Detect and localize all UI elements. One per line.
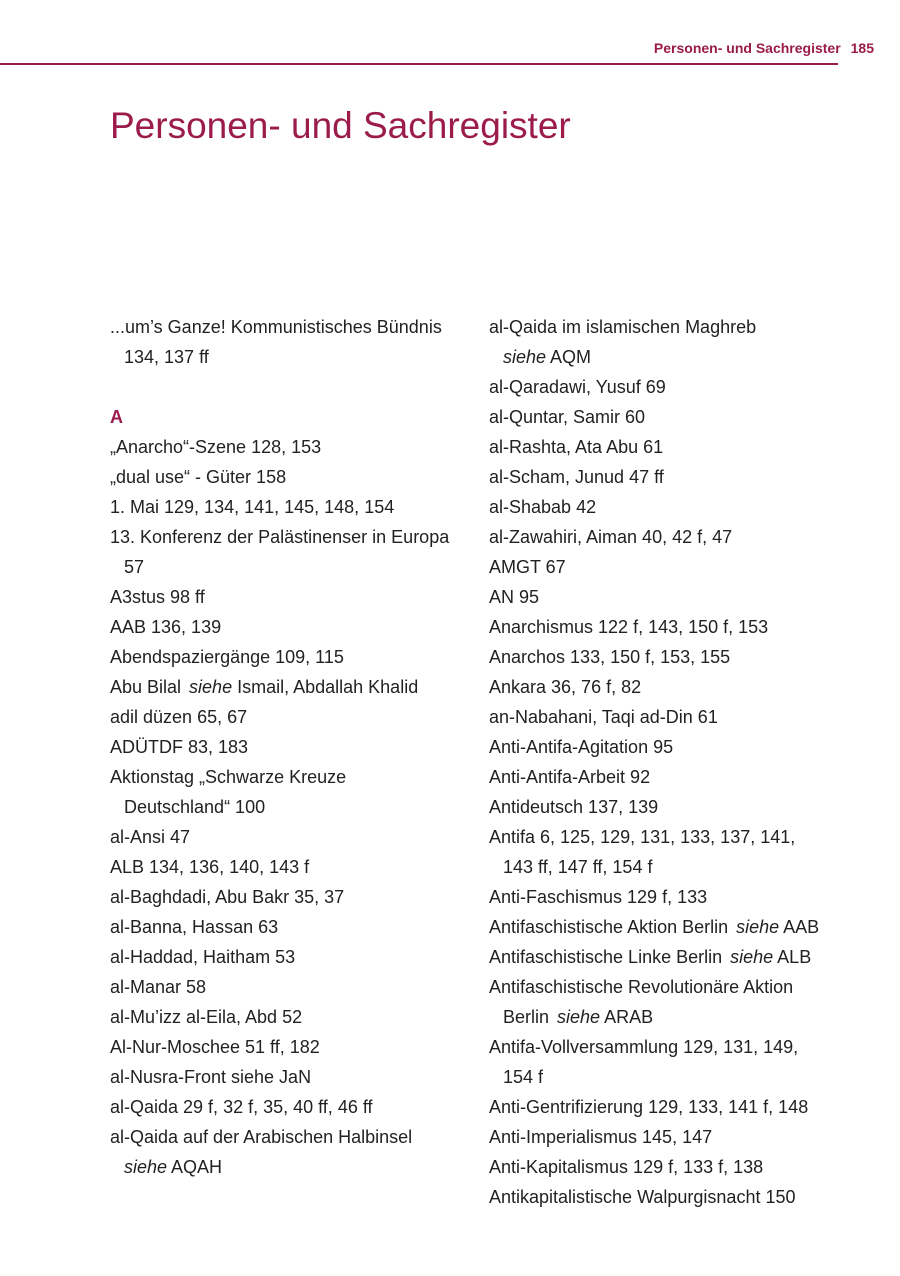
index-entry-continuation: Deutschland“ 100 [124,797,266,817]
index-entry: al-Quntar, Samir 60 [489,407,646,427]
index-entry: Anti-Gentrifizierung 129, 133, 141 f, 148 [489,1097,809,1117]
index-entry: al-Zawahiri, Aiman 40, 42 f, 47 [489,527,733,547]
index-entry: „Anarcho“-Szene 128, 153 [110,437,322,457]
header-rule [0,63,838,65]
index-entry-continuation [110,1152,470,1182]
index-entry [489,912,879,942]
index-entry: AMGT 67 [489,557,566,577]
index-entry: al-Banna, Hassan 63 [110,917,279,937]
entry-term: Berlin [503,1007,550,1027]
see-reference: siehe [124,1157,168,1177]
reference-target: AQAH [171,1157,223,1177]
index-entry-continuation: 57 [124,557,145,577]
index-entry: Antifaschistische Revolutionäre Aktion [489,977,794,997]
reference-target: AQM [550,347,592,367]
index-entry: Anti-Kapitalismus 129 f, 133 f, 138 [489,1157,764,1177]
reference-target: ARAB [604,1007,654,1027]
index-entry: 13. Konferenz der Palästinenser in Europa [110,527,450,547]
index-entry: AN 95 [489,587,540,607]
spacer [110,372,470,402]
index-entry: ADÜTDF 83, 183 [110,737,249,757]
index-entry: al-Nusra-Front siehe JaN [110,1067,312,1087]
index-entry: Anti-Antifa-Agitation 95 [489,737,674,757]
page-number: 185 [850,40,874,56]
section-letter: A [110,407,123,427]
index-entry: Antikapitalistische Walpurgisnacht 150 [489,1187,796,1207]
index-entry: A3stus 98 ff [110,587,205,607]
index-entry-continuation [489,342,879,372]
index-entry: al-Shabab 42 [489,497,597,517]
index-entry: adil düzen 65, 67 [110,707,248,727]
index-entry-continuation [489,1002,879,1032]
see-reference: siehe [730,947,774,967]
reference-target: Ismail, Abdallah Khalid [237,677,419,697]
index-column-right [489,312,879,1212]
index-column-left [110,312,470,1182]
index-entry: Antideutsch 137, 139 [489,797,659,817]
index-entry: al-Haddad, Haitham 53 [110,947,296,967]
index-entry [110,672,470,702]
index-entry: al-Qaida im islamischen Maghreb [489,317,757,337]
index-entry: Ankara 36, 76 f, 82 [489,677,642,697]
index-entry-continuation: 154 f [503,1067,544,1087]
entry-term: Antifaschistische Aktion Berlin [489,917,729,937]
reference-target: AAB [783,917,820,937]
see-reference: siehe [736,917,780,937]
index-entry: Antifa-Vollversammlung 129, 131, 149, [489,1037,799,1057]
see-reference: siehe [189,677,233,697]
index-entry: al-Rashta, Ata Abu 61 [489,437,664,457]
index-entry: al-Ansi 47 [110,827,191,847]
index-entry: ALB 134, 136, 140, 143 f [110,857,310,877]
running-title: Personen- und Sachregister [653,40,841,56]
index-entry: al-Qaida auf der Arabischen Halbinsel [110,1127,413,1147]
page-title: Personen- und Sachregister [110,105,571,146]
index-entry: Anti-Antifa-Arbeit 92 [489,767,651,787]
index-entry: al-Qaradawi, Yusuf 69 [489,377,666,397]
index-entry: 1. Mai 129, 134, 141, 145, 148, 154 [110,497,395,517]
index-entry: al-Baghdadi, Abu Bakr 35, 37 [110,887,345,907]
entry-term: Abu Bilal [110,677,182,697]
reference-target: ALB [777,947,812,967]
index-entry: „dual use“ - Güter 158 [110,467,287,487]
index-entry: al-Qaida 29 f, 32 f, 35, 40 ff, 46 ff [110,1097,373,1117]
index-entry: Anarchismus 122 f, 143, 150 f, 153 [489,617,769,637]
index-entry: Anti-Imperialismus 145, 147 [489,1127,713,1147]
index-entry: Anti-Faschismus 129 f, 133 [489,887,708,907]
index-entry-continuation: 134, 137 ff [124,347,209,367]
index-entry-continuation: 143 ff, 147 ff, 154 f [503,857,653,877]
index-entry: Aktionstag „Schwarze Kreuze [110,767,347,787]
index-entry: al-Scham, Junud 47 ff [489,467,664,487]
index-entry: Anarchos 133, 150 f, 153, 155 [489,647,731,667]
index-entry [489,942,879,972]
see-reference: siehe [557,1007,601,1027]
index-entry: AAB 136, 139 [110,617,222,637]
index-entry: al-Mu’izz al-Eila, Abd 52 [110,1007,303,1027]
entry-term: Antifaschistische Linke Berlin [489,947,723,967]
index-entry: Antifa 6, 125, 129, 131, 133, 137, 141, [489,827,796,847]
index-entry: al-Manar 58 [110,977,207,997]
see-reference: siehe [503,347,547,367]
running-header [654,40,874,56]
index-entry: ...um’s Ganze! Kommunistisches Bündnis [110,317,442,337]
index-entry: Al-Nur-Moschee 51 ff, 182 [110,1037,320,1057]
index-entry: Abendspaziergänge 109, 115 [110,647,344,667]
index-entry: an-Nabahani, Taqi ad-Din 61 [489,707,718,727]
